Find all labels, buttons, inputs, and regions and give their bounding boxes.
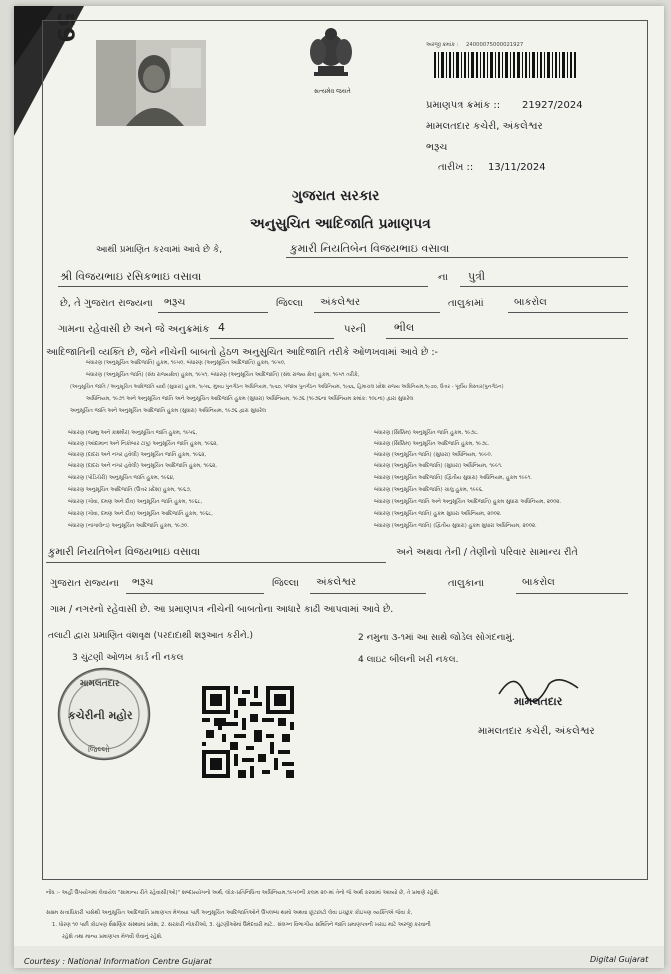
village-value: બાકરોલ: [514, 297, 547, 308]
note-3: 1. ધોરણ ૧૦ પછી કોઇપણ શૈક્ષણિક સંસ્થામાં પ્રવેશ, 2. સરકારી નોકરીઓ, 3. ચુંટણીઓમાં ઉમેદવારી માટે.. સંલગ્ન વિભાગીય સમિતિને જાતિ પ્રમાણપત્રની ખરાઇ માટે અરજી કરવાની: [52, 922, 431, 928]
order-left-item: બંધારણ (દાદરા અને નગર હવેલી) અનુસૂચિત આદિજાતિ હુકમ, ૧૯૬૨,: [68, 463, 217, 469]
barcode-image: [434, 52, 576, 78]
document-item-3: 3 ચુંટણી ઓળખ કાર્ડ ની નકલ: [72, 653, 184, 663]
applicant-photo: [96, 40, 206, 126]
basis-text: ગામ / નગરનો રહેવાસી છે. આ પ્રમાણપત્ર નીચેની બાબતોના આધારે કાઢી આપવામાં આવે છે.: [50, 604, 394, 615]
order-right-item: બંધારણ (અનુસૂચિત આદિજાતિ) (દ્વિતીય સુધારા) અધિનિયમ, હુકમ ૧૯૯૧.: [374, 475, 532, 481]
certificate-title: અનુસુચિત આદિજાતિ પ્રમાણપત્ર: [250, 216, 431, 232]
district-label-2: જિલ્લા: [272, 578, 299, 589]
order-left-item: બંધારણ અનુસૂચિત આદિજાતિ (ઉત્તર પ્રદેશ) હુકમ, ૧૯૬૭,: [68, 487, 192, 493]
underline: [286, 257, 628, 258]
caste-prefix: પરની: [344, 324, 366, 335]
relation-value: પુત્રી: [468, 270, 486, 283]
order-left-item: બંધારણ (દાદરા અને નગર હવેલી) અનુસૂચિત જાતિ હુકમ, ૧૯૬૨,: [68, 452, 207, 458]
seal-center-text: કચેરીની મહોર: [68, 709, 133, 722]
barcode-label: અરજી ક્રમાંક :: [426, 42, 459, 48]
certificate-sheet: [14, 6, 664, 968]
document-item-2: 2 નમુના ૩-૧માં આ સાથે જોડેલ સોગંદનામું.: [358, 633, 515, 643]
parent-name: શ્રી વિજયભાઇ રસિકભાઇ વસાવા: [60, 270, 202, 283]
office-line1: મામલતદાર કચેરી, અંકલેશ્વર: [426, 121, 543, 132]
document-item-4: 4 લાઇટ બીલની ખરી નકલ.: [358, 655, 459, 665]
order-left-item: બંધારણ (પોંડિચેરી) અનુસૂચિત જાતિ હુકમ, ૧૯૬૪,: [68, 475, 175, 481]
date-label: તારીખ ::: [438, 162, 474, 173]
seal-bottom-text: જિલ્લો: [88, 745, 110, 754]
underline: [46, 562, 386, 563]
office-line2: ભરૂચ: [426, 142, 448, 153]
family-text: અને અથવા તેની / તેણીનો પરિવાર સામાન્ય રીતે: [396, 547, 578, 558]
taluka-value-2: અંકલેશ્વર: [316, 577, 357, 588]
underline: [310, 593, 426, 594]
qr-code: [202, 686, 294, 778]
order-left-item: બંધારણ (ગોવા, દમણ અને દીવ) અનુસૂચિત જાતિ હુકમ, ૧૯૬૮,: [68, 499, 203, 505]
barcode-number: 24000075000021927: [466, 42, 524, 48]
underline: [158, 312, 268, 313]
state-prefix: છે, તે ગુજરાત રાજ્યના: [60, 298, 153, 309]
order-right-item: બંધારણ (અનુસૂચિત જાતિ) હુકમ સુધારા અધિનિયમ, ૨૦૦૨.: [374, 511, 502, 517]
village-value-2: બાકરોલ: [522, 577, 555, 588]
order-line: અધિનિયમ, ૧૯૭૧ અને અનુસૂચિત જાતિ અને અનુસૂચિત આદિજાતિ હુકમ (સુધારા) અધિનિયમ, ૧૯૭૬ (૧૯૭૬ના અધિનિયમ ક્રમાંક: ૧૦૮ના) દ્વારા સુધારેલ: [86, 396, 414, 402]
digital-gujarat-text: Digital Gujarat: [590, 955, 649, 964]
underline: [314, 312, 440, 313]
certificate-no: 21927/2024: [522, 100, 583, 111]
order-left-item: બંધારણ (ગોવા, દમણ અને દીવ) અનુસૂચિત આદિજાતિ હુકમ, ૧૯૬૮,: [68, 511, 213, 517]
order-right-item: બંધારણ (સિક્કિમ) અનુસૂચિત આદિજાતિ હુકમ, ૧૯૭૮.: [374, 441, 490, 447]
underline: [58, 286, 428, 287]
underline: [126, 593, 264, 594]
state-prefix-2: ગુજરાત રાજ્યના: [50, 578, 119, 589]
order-right-item: બંધારણ (અનુસૂચિત આદિજાતિ) ચાલુ હુકમ, ૧૯૯૬.: [374, 487, 484, 493]
district-label: જિલ્લા: [276, 298, 303, 309]
taluka-value: અંકલેશ્વર: [320, 297, 361, 308]
order-left-item: બંધારણ (જમ્મુ અને કાશ્મીર) અનુસૂચિત જાતિ હુકમ, ૧૯૫૬,: [68, 430, 197, 436]
district-value-2: ભરૂચ: [132, 577, 154, 588]
underline: [460, 286, 628, 287]
govt-title: ગુજરાત સરકાર: [292, 188, 380, 204]
order-left-item: બંધારણ (આંદામાન અને નિકોબાર ટાપુ) અનુસૂચિત જાતિ હુકમ, ૧૯૬૨,: [68, 441, 218, 447]
national-emblem-icon: [304, 22, 358, 86]
order-right-item: બંધારણ (સિક્કિમ) અનુસૂચિત જાતિ હુકમ, ૧૯૭૮.: [374, 430, 479, 436]
relation-prefix: ના: [438, 272, 448, 283]
order-line: (અનુસૂચિત જાતિ / અનુસૂચિત આદિજાતિ યાદી (સુધારા) હુકમ, ૧૯૫૬, મુંબઇ પુનર્ગઠન અધિનિયમ, ૧૯૬૦, પંજાબ પુનર્ગઠન અધિનિયમ, ૧૯૬૬, હિમાચલ પ્રદેશ રાજ્ય અધિનિયમ,૧૯૭૦, ઉત્તર - પૂર્વીય વિસ્તાર(પુનર્ગઠન): [70, 384, 504, 390]
order-line: બંધારણ (અનુસૂચિત જાતિ) (સંઘ રાજ્યક્ષેત્ર) હુકમ, ૧૯૫૧, બંધારણ (અનુસૂચિત આદિજાતિ) (સંઘ રાજ્ય ક્ષેત્ર) હુકમ, ૧૯૫૧ તરીકે,: [86, 372, 360, 378]
underline: [210, 338, 334, 339]
order-right-item: બંધારણ (અનુસૂચિત જાતિ અને અનુસૂચિત આદિજાતિ) હુકમ સુધારા અધિનિયમ, ૨૦૦૨.: [374, 499, 562, 505]
taluka-label: તાલુકામાં: [448, 298, 484, 309]
underline: [508, 312, 628, 313]
signature-office: મામલતદાર કચેરી, અંકલેશ્વર: [478, 726, 595, 737]
taluka-label-2: તાલુકાના: [448, 578, 485, 589]
order-left-item: બંધારણ (નાગાલેન્ડ) અનુસૂચિત આદિજાતિ હુકમ, ૧૯૭૦.: [68, 523, 189, 529]
note-1: નોંધ :- અહીં ઉપયોગમાં લેવાયેલ "સામાન્ય રીતે રહેવાસી(ઓ)" શબ્દપ્રયોગનો અર્થ, લોક-પ્રતિનિધિત્વ અધિનિયમ,૧૯૫૦ની કલમ ૨૦-માં તેનો જે અર્થ કરવામાં આવ્યો છે, તે પ્રમાણે રહેશે.: [46, 890, 440, 896]
seal-top-text: મામલતદાર: [80, 679, 120, 689]
person-name-2: કુમારી નિયતિબેન વિજયભાઇ વસાવા: [48, 546, 201, 558]
order-line: બંધારણ (અનુસૂચિત આદિજાતિ) હુકમ, ૧૯૫૦, બંધારણ (અનુસૂચિત આદિજાતિ) હુકમ, ૧૯૫૦,: [86, 360, 286, 366]
resident-prefix: ગામના રહેવાસી છે અને જે અનુક્રમાંક: [58, 324, 210, 335]
recognition-text: આદિજાતિની વ્યક્તિ છે, જેને નીચેની બાબતો હેઠળ અનુસુચિત આદિજાતિ તરીકે ઓળખવામાં આવે છે :-: [46, 347, 438, 358]
note-2: સક્ષમ સત્તાધિકારી પાસેથી અનુસૂચિત આદિજાતિ પ્રમાણપત્ર મેળવ્યા પછી અનુસૂચિત આદિજાતિઓને ઉપલબ્ધ થામો અથવા છૂટછાટો લેવા ઇચ્છુક કોઇપણ વ્યક્તિએ જેવા કે,: [46, 910, 413, 916]
emblem-caption: સત્યમેવ જયતે: [314, 88, 351, 95]
order-right-item: બંધારણ (અનુસૂચિત જાતિ) (દ્વિતીય સુધારા) હુકમ સુધારા અધિનિયમ, ૨૦૦૨.: [374, 523, 537, 529]
order-line: અનુસૂચિત જાતિ અને અનુસૂચિત આદિજાતિ હુકમ (સુધારા) અધિનિયમ, ૧૯૭૬ દ્વારા સુધારેલ: [70, 408, 266, 414]
underline: [386, 338, 628, 339]
person-name: કુમારી નિયતિબેન વિજયભાઇ વસાવા: [290, 242, 450, 255]
date-value: 13/11/2024: [488, 162, 546, 173]
courtesy-text: Courtesy : National Information Centre Gujarat: [24, 957, 212, 966]
order-right-item: બંધારણ (અનુસૂચિત આદિજાતિ) (સુધારા) અધિનિયમ, ૧૯૯૧.: [374, 463, 503, 469]
signature-title: મામલતદાર: [514, 695, 563, 708]
underline: [516, 593, 628, 594]
certificate-no-label: પ્રમાણપત્ર ક્રમાંક ::: [426, 100, 501, 111]
serial-no: 4: [218, 321, 225, 334]
document-item-1: તલાટી દ્વારા પ્રમાણિત વંશવૃક્ષ (પરદાદાથી શરૂઆત કરીને.): [48, 631, 254, 641]
district-value: ભરૂચ: [164, 297, 186, 308]
order-right-item: બંધારણ (અનુસૂચિત જાતિ) (સુધારા) અધિનિયમ, ૧૯૯૦.: [374, 452, 493, 458]
intro-text: આથી પ્રમાણિત કરવામાં આવે છે કે,: [96, 245, 223, 255]
corner-text: 59: [52, 12, 77, 43]
caste-value: ભીલ: [394, 321, 415, 334]
note-4: રહેશે તથા માન્ય પ્રમાણપત્ર મેળવી લેવાનું રહેશે.: [62, 934, 163, 940]
